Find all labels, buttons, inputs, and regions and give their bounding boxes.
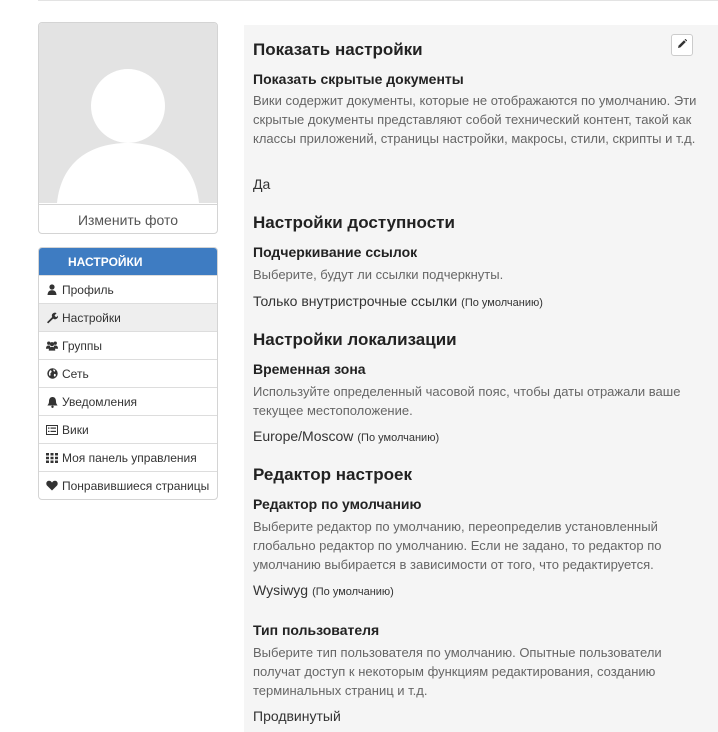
menu-item-label: Уведомления [62,394,138,409]
menu-item-notifications[interactable] [39,387,217,415]
menu-item-dashboard[interactable] [39,443,217,471]
list-icon [46,424,58,436]
field-desc-hidden-docs: Вики содержит документы, которые не отображаются по умолчанию. Эти скрытые документы представляют собой технический контент, такой как классы приложений, страницы настройки, макросы, стили, скрипты и т.д. [253,93,697,146]
menu-item-label: Группы [62,338,102,353]
settings-menu [38,247,218,500]
wrench-icon [46,312,58,324]
bell-icon [46,396,58,408]
field-title-hidden-docs: Показать скрытые документы [253,71,464,87]
field-value-underline-links [253,293,543,309]
field-desc-underline-links: Выберите, будут ли ссылки подчеркнуты. [253,267,504,282]
section-title-editor: Редактор настроек [253,465,412,484]
top-divider [38,0,718,1]
menu-header: НАСТРОЙКИ [39,248,217,275]
default-label: (По умолчанию) [461,297,543,309]
grid-icon [46,452,58,464]
avatar-placeholder-icon [39,23,217,203]
section-title-accessibility: Настройки доступности [253,213,455,232]
heart-icon [46,480,58,492]
section-title-localization: Настройки локализации [253,330,457,349]
menu-item-label: Моя панель управления [62,450,197,465]
menu-item-network[interactable] [39,359,217,387]
section-title-display: Показать настройки [253,40,423,59]
menu-item-profile[interactable] [39,275,217,303]
value-text: Только внутристрочные ссылки [253,293,458,309]
default-label: (По умолчанию) [357,432,440,444]
menu-item-label: Профиль [62,282,114,297]
menu-item-wiki[interactable] [39,415,217,443]
menu-item-label: Настройки [62,310,121,325]
pencil-icon [677,36,687,54]
menu-item-settings[interactable] [39,303,217,331]
user-icon [46,284,58,296]
edit-button[interactable] [671,34,693,56]
field-desc-default-editor: Выберите редактор по умолчанию, переопределив установленный глобально редактор по умолчанию. Если не задано, то редактор по умолчанию выбирается в зависимости от того, что редактируется. [253,519,662,572]
menu-item-groups[interactable] [39,331,217,359]
field-value-default-editor [253,582,394,598]
change-photo-button[interactable]: Изменить фото [39,204,217,234]
field-value-timezone [253,428,439,444]
value-text: Wysiwyg [253,582,309,598]
profile-photo-card [38,22,218,234]
field-value-user-type [253,708,341,724]
globe-icon [46,368,58,380]
field-title-underline-links: Подчеркивание ссылок [253,244,418,260]
avatar [39,23,217,203]
group-icon [46,340,58,352]
field-desc-user-type: Выберите тип пользователя по умолчанию. Опытные пользователи получат доступ к некоторым функциям редактирования, созданию терминальных страниц и т.д. [253,645,662,698]
field-title-default-editor: Редактор по умолчанию [253,496,422,512]
field-value-hidden-docs [253,176,270,192]
value-text: Продвинутый [253,708,341,724]
menu-item-label: Понравившиеся страницы [62,478,210,493]
field-desc-timezone: Используйте определенный часовой пояс, чтобы даты отражали ваше текущее местоположение. [253,384,681,418]
field-title-timezone: Временная зона [253,361,366,377]
menu-item-label: Сеть [62,366,89,381]
menu-item-label: Вики [62,422,89,437]
default-label: (По умолчанию) [312,586,394,598]
value-text: Europe/Moscow [253,428,354,444]
settings-panel [244,25,718,732]
menu-item-liked-pages[interactable] [39,471,217,499]
value-text: Да [253,176,271,192]
field-title-user-type: Тип пользователя [253,622,380,638]
